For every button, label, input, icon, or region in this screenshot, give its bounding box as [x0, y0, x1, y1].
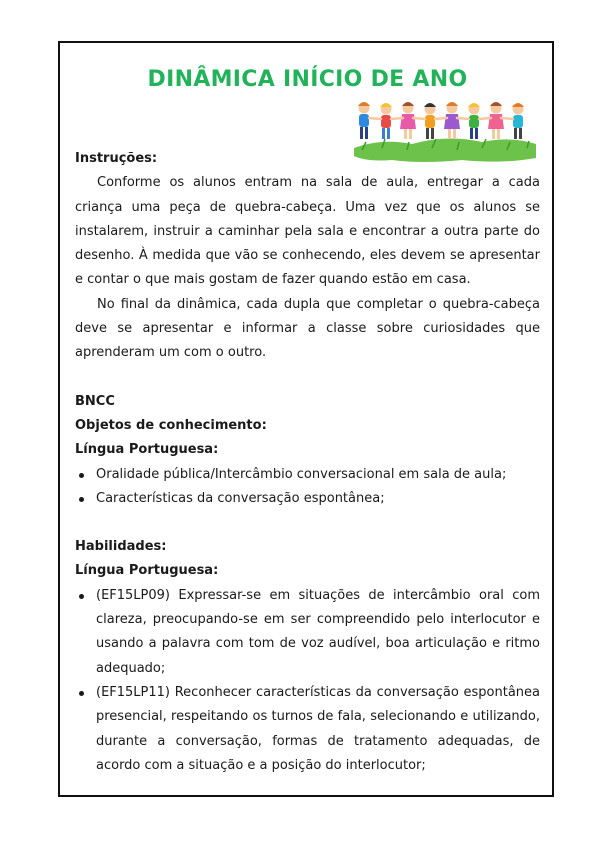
- bullet-icon: [79, 594, 84, 599]
- objects-heading: Objetos de conhecimento:: [75, 417, 267, 433]
- objects-list: [75, 463, 540, 512]
- document-body: [75, 147, 540, 778]
- bncc-heading: BNCC: [75, 393, 115, 409]
- skills-heading: Habilidades:: [75, 539, 167, 555]
- objects-subject: Língua Portuguesa:: [75, 442, 219, 458]
- list-item: Oralidade pública/Intercâmbio conversacional em sala de aula;: [75, 463, 540, 487]
- instructions-heading: Instruções:: [75, 151, 158, 166]
- instructions-paragraph: No final da dinâmica, cada dupla que completar o quebra-cabeça deve se apresentar e informar a classe sobre curiosidades que aprenderam um com o outro.: [75, 296, 540, 361]
- bullet-icon: [79, 473, 84, 478]
- bullet-icon: [79, 691, 84, 696]
- page-title: DINÂMICA INÍCIO DE ANO: [147, 67, 468, 92]
- list-item: (EF15LP11) Reconhecer características da conversação espontânea presencial, respeitando os turnos de fala, selecionando e utilizando, durante a conversação, formas de tratamento adequadas, de acordo com a situação e a posição do interlocutor;: [75, 681, 540, 778]
- skills-list: [75, 584, 540, 778]
- bullet-icon: [79, 497, 84, 502]
- list-item: Características da conversação espontânea;: [75, 487, 540, 511]
- instructions-paragraph: Conforme os alunos entram na sala de aula, entregar a cada criança uma peça de quebra-cabeça. Uma vez que os alunos se instalarem, instruir a caminhar pela sala e encontrar a outra parte do desenho. À medida que vão se conhecendo, eles devem se apresentar e contar o que mais gostam de fazer quando estão em casa.: [75, 175, 540, 288]
- list-item: (EF15LP09) Expressar-se em situações de intercâmbio oral com clareza, preocupando-se em ser compreendido pelo interlocutor e usando a palavra com tom de voz audível, boa articulação e ritmo adequado;: [75, 584, 540, 681]
- skills-subject: Língua Portuguesa:: [75, 563, 219, 579]
